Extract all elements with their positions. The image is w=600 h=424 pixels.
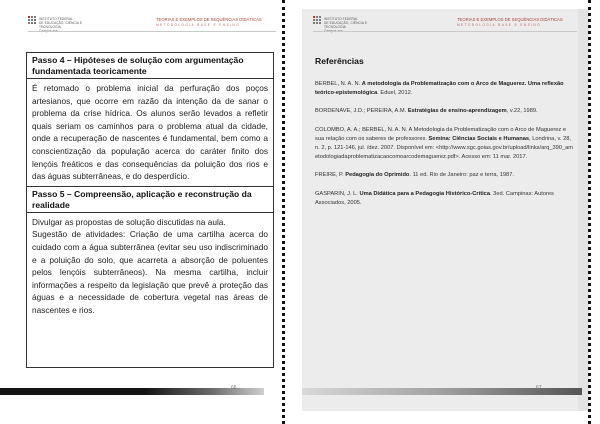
right-page-header <box>313 16 577 38</box>
references-title: Referências <box>315 56 364 66</box>
left-page-header <box>28 16 276 38</box>
reference-item: GASPARIN, J. L. Uma Didática para a Pedagogia Histórico-Crítica. 3ed. Campinas: Autores Associados, 2005. <box>315 190 554 206</box>
left-footer-band <box>0 388 264 395</box>
cut-line-right <box>588 0 591 424</box>
cut-line-left <box>282 0 285 424</box>
institution-logo-icon <box>28 16 37 25</box>
series-title: TEORIAS E EXEMPLOS DE SEQUÊNCIAS DIDÁTICAS <box>457 17 563 22</box>
institution-name: INSTITUTO FEDERAL DE EDUCAÇÃO, CIÊNCIA E TECNOLOGIA Campus xxx <box>39 17 83 33</box>
step-4-section <box>27 53 273 78</box>
step-5-heading: Passo 5 – Compreensão, aplicação e reconstrução da realidade <box>32 188 252 210</box>
reference-item: BORDENAVE, J.D.; PEREIRA, A.M. Estratégias de ensino-aprendizagem, v.22, 1989. <box>315 108 538 115</box>
step-4-heading: Passo 4 – Hipóteses de solução com argumentação fundamentada teoricamente <box>32 55 244 76</box>
step-5-body-wrap <box>27 213 273 317</box>
institution-name: INSTITUTO FEDERAL DE EDUCAÇÃO, CIÊNCIA E TECNOLOGIA Campus xxx <box>324 17 368 33</box>
references-list <box>315 80 575 217</box>
header-rule <box>28 31 276 32</box>
step-4-body-wrap <box>27 79 273 183</box>
page-number-right: 67 <box>536 385 542 391</box>
header-rule <box>313 31 577 32</box>
step-5-body: Sugestão de atividades: Criação de uma cartilha acerca do cuidado com a água subterrânea (evitar seu uso indiscriminado e a poluição do solo, que acarreta a absorção de poluentes pelos lençóis subterrâneos). Na mesma cartilha, incluir informações a respeito da legislação que prevê a proteção das águas e a necessidade de cobertura vegetal nas áreas de nascentes e rios. <box>32 229 268 315</box>
series-title: TEORIAS E EXEMPLOS DE SEQUÊNCIAS DIDÁTICAS <box>156 17 262 22</box>
steps-box <box>26 52 274 368</box>
institution-logo-icon <box>313 16 322 25</box>
series-subtitle: METODOLOGIA BASE E ENSINO <box>457 23 542 27</box>
series-subtitle: METODOLOGIA BASE E ENSINO <box>156 23 241 27</box>
reference-item: BERBEL, N. A. N. A metodologia da Problematização com o Arco de Maguerez. Uma reflexão teórico-epistemológica. Eduel, 2012. <box>315 81 564 97</box>
reference-item: FREIRE, P. Pedagogia do Oprimido. 11 ed. Rio de Janeiro: paz e terra, 1987. <box>315 172 514 179</box>
page-number-left: 66 <box>231 385 237 391</box>
step-4-body: É retomado o problema inicial da perfuração dos poços artesianos, que ocorre em razão da intenção da de sanar o problema da crise hídrica. Os alunos serão levados a refletir quais seriam os caminhos para o problema atual da cidade, onde a recuperação de nascentes é fundamental, bem como a conscientização da população acerca do caráter finito dos lençóis freáticos e das consequências da poluição dos rios e das águas subterrâneas, e do desperdício. <box>32 83 268 182</box>
step-5-section <box>27 187 273 212</box>
reference-item: COLOMBO, A. A.; BERBEL, N. A. N. A Metodologia da Problematização com o Arco de Maguerez e sua relação com os saberes de professores. Semina: Ciências Sociais e Humanas, Londrina, v. 28, n. 2, p. 121-146, jul. /dez. 2007. Disponível em: <http://www.sgc.goias.gov.br/upload/links/arq_390_ametodologiadaproblematizacaocomoarcodemaguerez.pdf>. Acesso em: 11 mar. 2017. <box>315 126 574 161</box>
step-5-line1: Divulgar as propostas de solução discutidas na aula. <box>32 216 226 227</box>
